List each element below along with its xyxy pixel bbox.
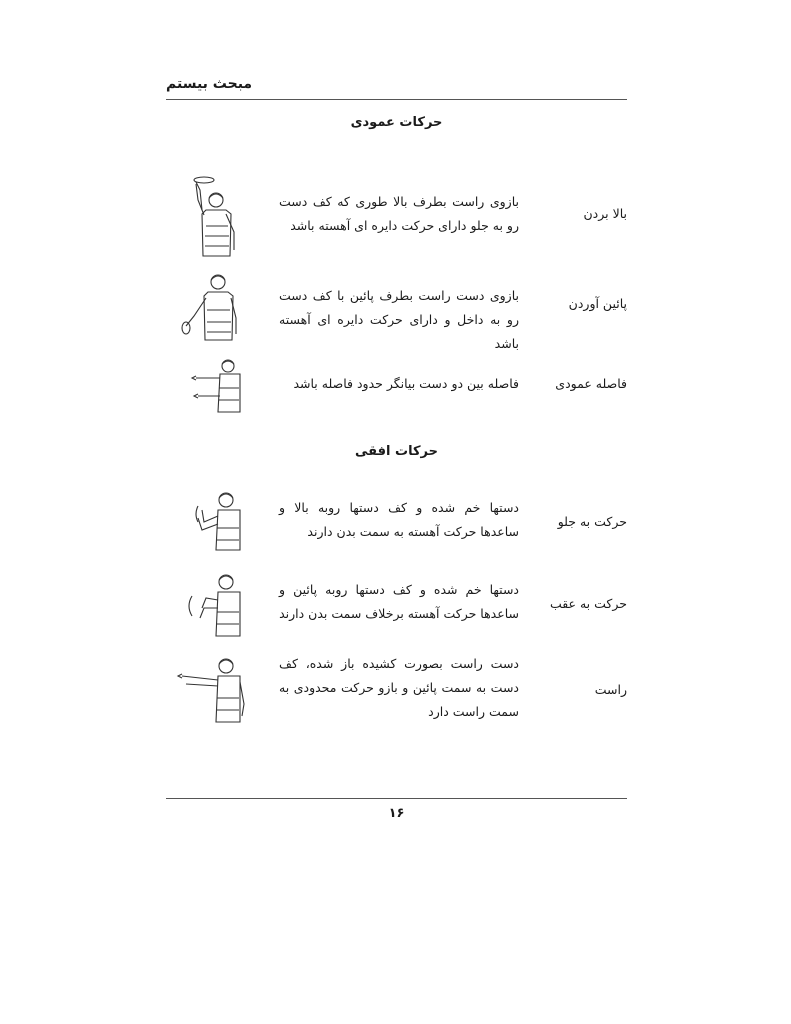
worker-raise-arm-circle-icon (176, 170, 246, 258)
signal-description: دست راست بصورت کشیده باز شده، کف دست به سمت پائین و بازو حرکت محدودی به سمت راست دارد (279, 656, 519, 719)
header-rule (166, 99, 627, 100)
worker-vertical-distance-icon (176, 356, 246, 414)
signal-label: حرکت به جلو (557, 514, 627, 529)
chapter-header: مبحث بیستم (166, 76, 253, 92)
signal-label: حرکت به عقب (549, 596, 627, 611)
worker-move-forward-icon (176, 488, 246, 552)
signal-row-right (166, 652, 627, 728)
section-title-horizontal: حرکات افقی (355, 444, 438, 459)
signal-description: دستها خم شده و کف دستها روبه بالا و ساعدها حرکت آهسته به سمت بدن دارند (279, 500, 519, 539)
worker-move-back-icon (176, 570, 246, 638)
signal-label: پائین آوردن (568, 296, 627, 311)
signal-row-lower (166, 268, 627, 351)
page-number: ۱۶ (388, 806, 405, 821)
signal-row-vertical-distance (166, 356, 627, 416)
footer-rule (166, 798, 627, 799)
signal-description: بازوی راست بطرف بالا طوری که کف دست رو به جلو دارای حرکت دایره ای آهسته باشد (279, 194, 519, 233)
signal-label: بالا بردن (583, 206, 627, 221)
signal-label: راست (594, 682, 627, 697)
signal-description: بازوی دست راست بطرف پائین با کف دست رو به داخل و دارای حرکت دایره ای آهسته باشد (279, 288, 519, 351)
signal-row-back (166, 570, 627, 640)
signal-description: فاصله بین دو دست بیانگر حدود فاصله باشد (293, 376, 519, 391)
signal-row-raise (166, 170, 627, 260)
worker-lower-arm-circle-icon (176, 268, 246, 344)
section-title-vertical: حرکات عمودی (350, 115, 443, 130)
signal-row-forward (166, 488, 627, 554)
signal-label: فاصله عمودی (555, 376, 627, 391)
worker-right-arm-extended-icon (176, 654, 246, 726)
signal-description: دستها خم شده و کف دستها روبه پائین و ساعدها حرکت آهسته برخلاف سمت بدن دارند (279, 582, 519, 621)
